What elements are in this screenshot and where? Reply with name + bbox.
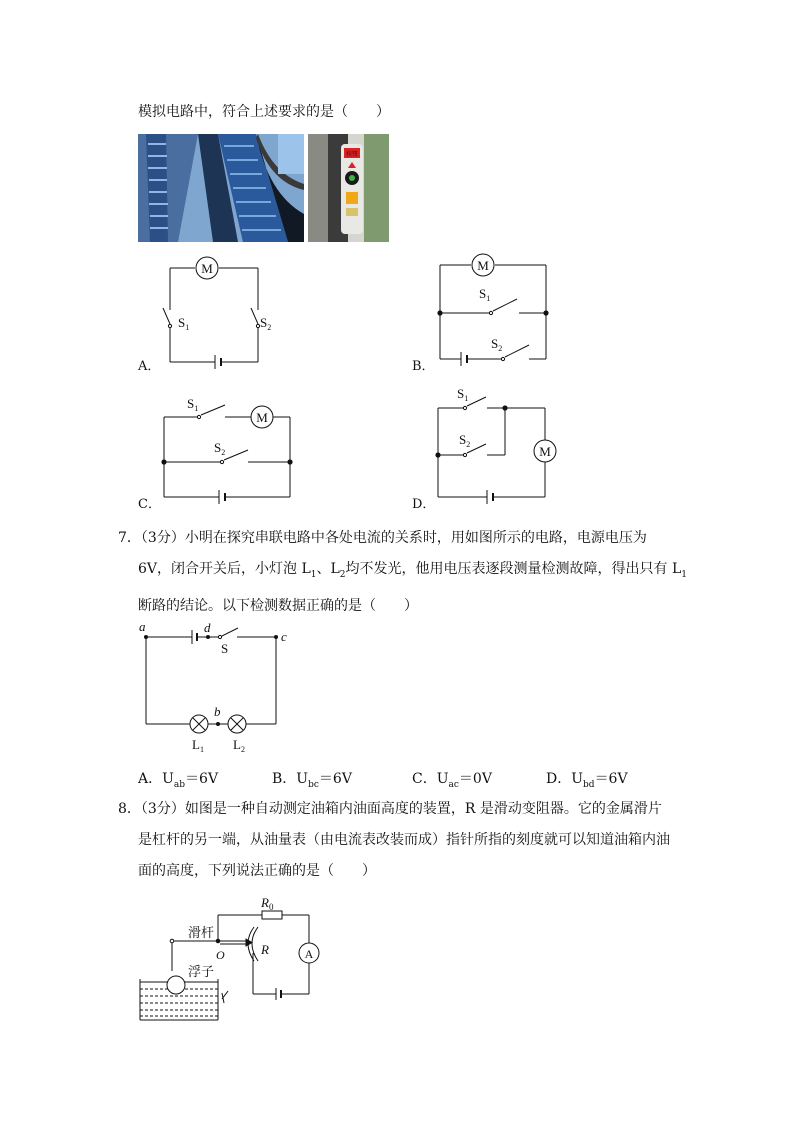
option-d-label: D． [412,497,436,512]
q7-circuit [136,618,296,758]
q7-stem: 7．（3分）小明在探究串联电路中各处电流的关系时，用如图所示的电路，电源电压为 6V，闭合开关后，小灯泡 $L_1$、$L_2$均不发光，他用电压表逐段测量检测故障，得出只有 $L_1$ 断路的结论。以下检测数据正确的是（ ） [118,530,688,614]
float-label: 浮子 [188,964,215,979]
q7-option-d: D．$U_{bd}=6V$ [546,771,628,790]
motor-label: M [256,410,268,425]
lamp-l2-label: $L_2$ [233,737,245,754]
escalator-button-photo [308,134,389,242]
node-b-label: b [214,704,221,719]
option-c-circuit [152,393,302,508]
escalator-photo [138,134,304,242]
node-d-label: d [204,620,211,635]
motor-label: M [201,261,213,276]
option-b-label: B． [412,359,435,374]
ammeter-label: A [304,947,314,961]
lamp-l2 [228,715,246,733]
q7-option-b: B．$U_{bc}=6V$ [272,771,352,790]
lever-label: 滑杆 [188,925,215,940]
resistor-r0 [262,911,282,919]
lamp-l1-label: $L_1$ [192,737,204,754]
switch-label: $S_1$ [178,315,190,332]
q8-stem: 8．（3分）如图是一种自动测定油箱内油面高度的装置，R 是滑动变阻器。它的金属滑片 是杠杆的另一端，从油量表（由电流表改装而成）指针所指的刻度就可以知道油箱内油 面的高度，下列说法正确的是（ ） [118,801,670,879]
switch-label: $S_1$ [457,386,469,403]
motor-label: M [539,444,551,459]
switch-label: $S_1$ [187,396,199,413]
option-b-circuit [430,252,560,377]
option-d-circuit [428,383,568,508]
switch-label: $S_1$ [479,286,491,303]
switch-label: $S_2$ [491,336,503,353]
pivot-label: O [216,948,225,962]
q7-option-c: C．$U_{ac}=0V$ [412,771,492,790]
option-a-label: A． [138,359,161,374]
node-a-label: a [139,619,146,634]
switch-label: $S_2$ [459,432,471,449]
q8-figure [136,893,326,1028]
option-c-label: C． [138,497,161,512]
switch-label: S [221,641,229,656]
float [167,976,185,994]
switch-label: $S_2$ [260,315,272,332]
lamp-l1 [190,715,208,733]
button-label: 按钮 [345,152,359,158]
q6-intro: 模拟电路中，符合上述要求的是（ ） [138,104,390,120]
node-c-label: c [281,629,287,644]
r-label: R [261,942,269,957]
q7-option-a: A．$U_{ab}=6V$ [138,771,219,790]
switch-label: $S_2$ [214,440,226,457]
r0-label: $R_0$ [261,895,274,912]
motor-label: M [477,258,489,273]
